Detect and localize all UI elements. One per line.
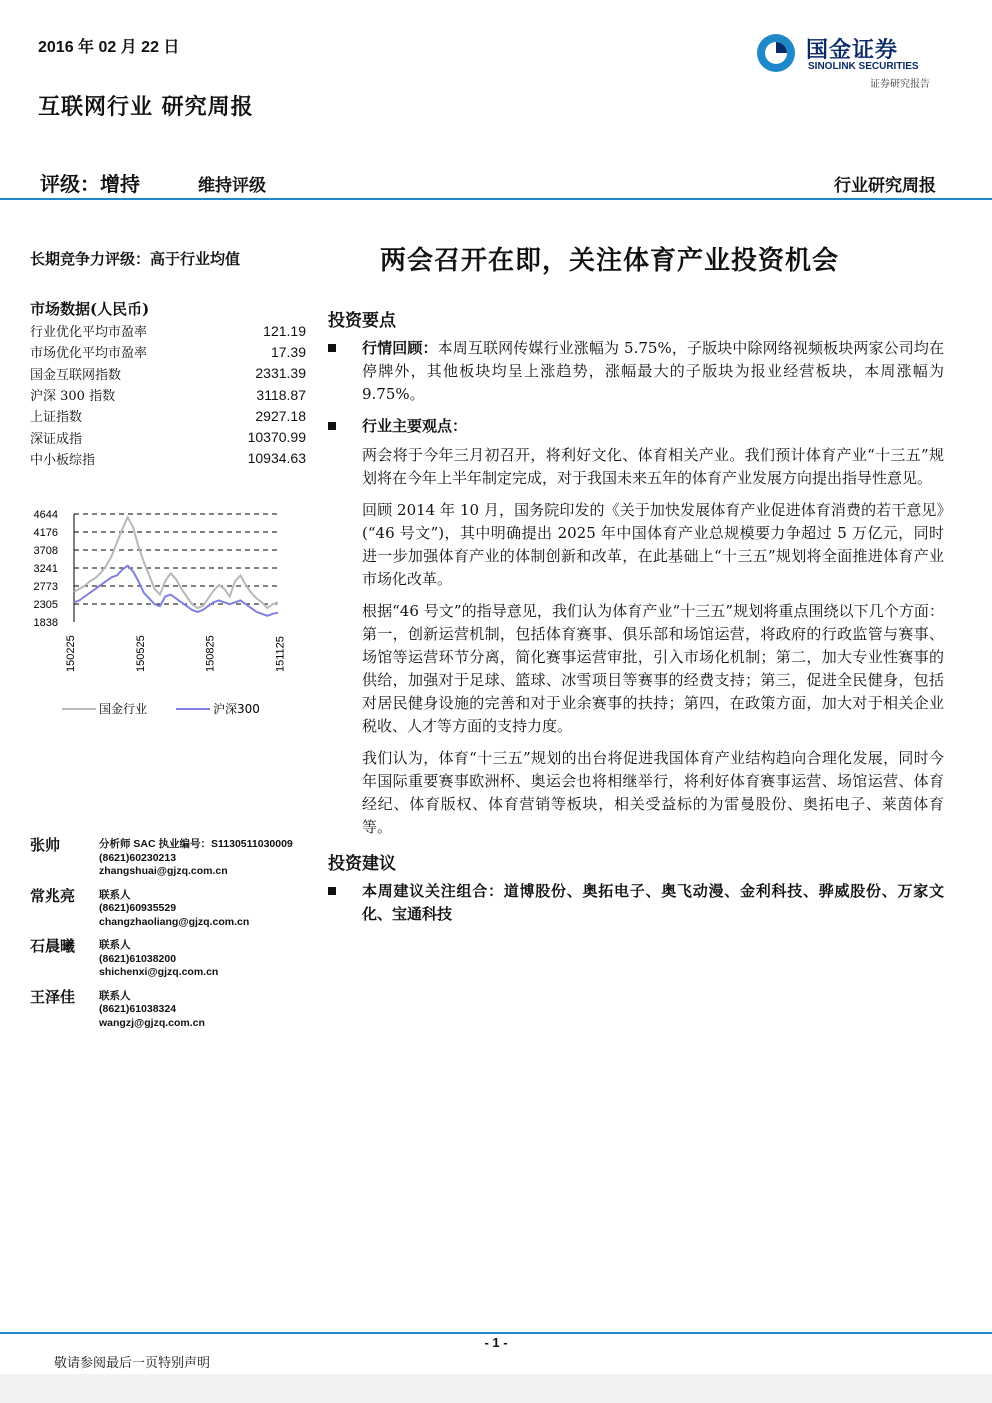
market-data-title: 市场数据(人民币): [30, 300, 150, 318]
paragraph: 我们认为，体育“十三五”规划的出台将促进我国体育产业结构趋向合理化发展，同时今年国际重要赛事欧洲杯、奥运会也将相继举行，将利好体育赛事运营、场馆运营、体育经纪、体育版权、体育营销等板块，相关受益标的为雷曼股份、奥拓电子、莱茵体育等。: [362, 749, 944, 836]
market-label: 市场优化平均市盈率: [30, 346, 148, 362]
logo-subtitle: 证券研究报告: [870, 79, 930, 90]
market-row: [30, 384, 306, 405]
bullet-body: 本周互联网传媒行业涨幅为 5.75%，子版块中除网络视频板块两家公司均在停牌外，其他板块均呈上涨趋势，涨幅最大的子版块为报业经营板块，本周涨幅为 9.75%。: [362, 339, 944, 403]
report-date: 2016 年 02 月 22 日: [38, 39, 180, 56]
analyst-info: [99, 834, 320, 879]
chart-y-tick: 3241: [33, 563, 58, 575]
analyst-name: 王泽佳: [30, 987, 76, 1006]
market-value: 121.19: [263, 322, 306, 339]
analyst-role: 联系人: [99, 888, 131, 901]
analyst-phone: (8621)61038200: [99, 952, 177, 965]
chart-y-tick: 4176: [33, 527, 58, 540]
analyst: [30, 935, 320, 980]
section-title-key-points: 投资要点: [328, 311, 396, 331]
market-row: [30, 341, 306, 362]
chart-y-tick: 2305: [33, 599, 58, 612]
market-label: 深证成指: [30, 431, 83, 447]
analyst-role: 分析师 SAC 执业编号：S1130511030009: [99, 838, 293, 850]
advice-text: 本周建议关注组合：道博股份、奥拓电子、奥飞动漫、金利科技、骅威股份、万家文化、宝通科技: [362, 882, 944, 923]
chart-x-tick: 150825: [204, 635, 217, 672]
paragraph: 回顾 2014 年 10 月，国务院印发的《关于加快发展体育产业促进体育消费的若干意见》(“46 号文”)，其中明确提出 2025 年中国体育产业总规模要力争超过 5 万亿元，同时进一步加强体育产业的体制创新和改革，在此基础上“十三五”规划将全面推进体育产业市场化改革。: [362, 501, 944, 588]
chart-y-tick: 4644: [33, 509, 58, 521]
chart-y-tick: 3708: [33, 545, 58, 558]
chart-y-tick: 2773: [33, 581, 58, 594]
analyst-role: 联系人: [99, 989, 131, 1002]
analyst-phone: (8621)60935529: [99, 902, 177, 914]
analyst-phone: (8621)60230213: [99, 851, 177, 864]
analyst-email[interactable]: wangzj@gjzq.com.cn: [99, 1016, 205, 1029]
analyst-name: 常兆亮: [30, 886, 76, 905]
chart-series-line: [74, 517, 278, 608]
company-logo: [756, 30, 946, 90]
market-value: 2331.39: [255, 365, 306, 382]
analyst-name: 石晨曦: [30, 937, 76, 955]
footer-disclaimer: 敬请参阅最后一页特别声明: [54, 1356, 211, 1371]
logo-mark-icon: [756, 33, 796, 73]
report-type: 互联网行业 研究周报: [38, 94, 254, 120]
market-label: 中小板综指: [30, 452, 96, 468]
market-value: 3118.87: [256, 386, 306, 403]
market-label: 行业优化平均市盈率: [30, 325, 148, 341]
legend-label: 沪深300: [213, 702, 260, 716]
analyst-info: [99, 986, 320, 1031]
analyst: [30, 885, 320, 930]
market-data-table: [30, 320, 306, 469]
market-row: [30, 426, 306, 447]
market-row: [30, 320, 306, 341]
logo-name-cn: 国金证券: [806, 38, 899, 63]
analyst-role: 联系人: [99, 939, 131, 951]
report-category: 行业研究周报: [834, 176, 936, 196]
chart-x-tick: 151125: [274, 636, 287, 672]
market-value: 10934.63: [247, 450, 306, 467]
analyst-name: 张帅: [30, 836, 61, 854]
market-row: [30, 405, 306, 426]
market-row: [30, 448, 306, 469]
main-content: [328, 306, 944, 935]
analyst-list: [30, 834, 320, 1036]
bullet-advice: [328, 880, 944, 926]
market-label: 沪深 300 指数: [30, 389, 116, 405]
logo-name-en: SINOLINK SECURITIES: [808, 61, 919, 72]
index-chart: [28, 500, 288, 730]
paragraph: 两会将于今年三月初召开，将利好文化、体育相关产业。我们预计体育产业“十三五”规划将在今年上半年制定完成，对于我国未来五年的体育产业发展方向提出指导性意见。: [362, 446, 944, 487]
chart-series-line: [74, 566, 278, 616]
analyst: [30, 834, 320, 879]
page-number: - 1 -: [484, 1335, 508, 1350]
analyst-email[interactable]: shichenxi@gjzq.com.cn: [99, 966, 219, 978]
rating-note: 维持评级: [198, 176, 266, 196]
rating-label: 评级：增持: [40, 172, 140, 196]
section-title-advice: 投资建议: [328, 854, 396, 874]
bullet-head: 行业主要观点：: [362, 417, 468, 435]
analyst-info: [99, 885, 320, 930]
chart-y-tick: 1838: [33, 617, 58, 629]
bullet-industry-views: [328, 415, 944, 438]
market-value: 17.39: [270, 343, 306, 360]
market-value: 10370.99: [247, 429, 306, 446]
analyst-email[interactable]: zhangshuai@gjzq.com.cn: [99, 865, 228, 877]
longterm-rating: 长期竞争力评级：高于行业均值: [30, 250, 241, 268]
market-label: 上证指数: [30, 410, 83, 426]
footer-bar: [0, 1374, 992, 1403]
page-title: 两会召开在即，关注体育产业投资机会: [380, 246, 840, 276]
market-value: 2927.18: [255, 407, 306, 424]
analyst-email[interactable]: changzhaoliang@gjzq.com.cn: [99, 915, 250, 928]
legend-label: 国金行业: [99, 702, 148, 716]
market-label: 国金互联网指数: [30, 367, 122, 383]
bullet-head: 行情回顾：: [362, 339, 438, 357]
analyst: [30, 986, 320, 1031]
chart-x-tick: 150225: [65, 635, 77, 672]
footer-divider: [0, 1332, 992, 1334]
rating-bar: [0, 166, 992, 200]
analyst-info: [99, 935, 320, 980]
bullet-market-review: [328, 337, 944, 406]
paragraph: 根据“46 号文”的指导意见，我们认为体育产业“十三五”规划将重点围绕以下几个方面：第一，创新运营机制，包括体育赛事、俱乐部和场馆运营，将政府的行政监管与赛事、场馆等运营环节分离，简化赛事运营审批，引入市场化机制；第二，加大专业性赛事的供给，加强对于足球、篮球、冰雪项目等赛事的经费支持；第三，促进全民健身，包括对居民健身设施的完善和对于业余赛事的扶持；第四，在政策方面，加大对于相关企业税收、人才等方面的支持力度。: [362, 602, 944, 735]
market-row: [30, 363, 306, 384]
analyst-phone: (8621)61038324: [99, 1003, 177, 1015]
chart-x-tick: 150525: [134, 635, 147, 672]
